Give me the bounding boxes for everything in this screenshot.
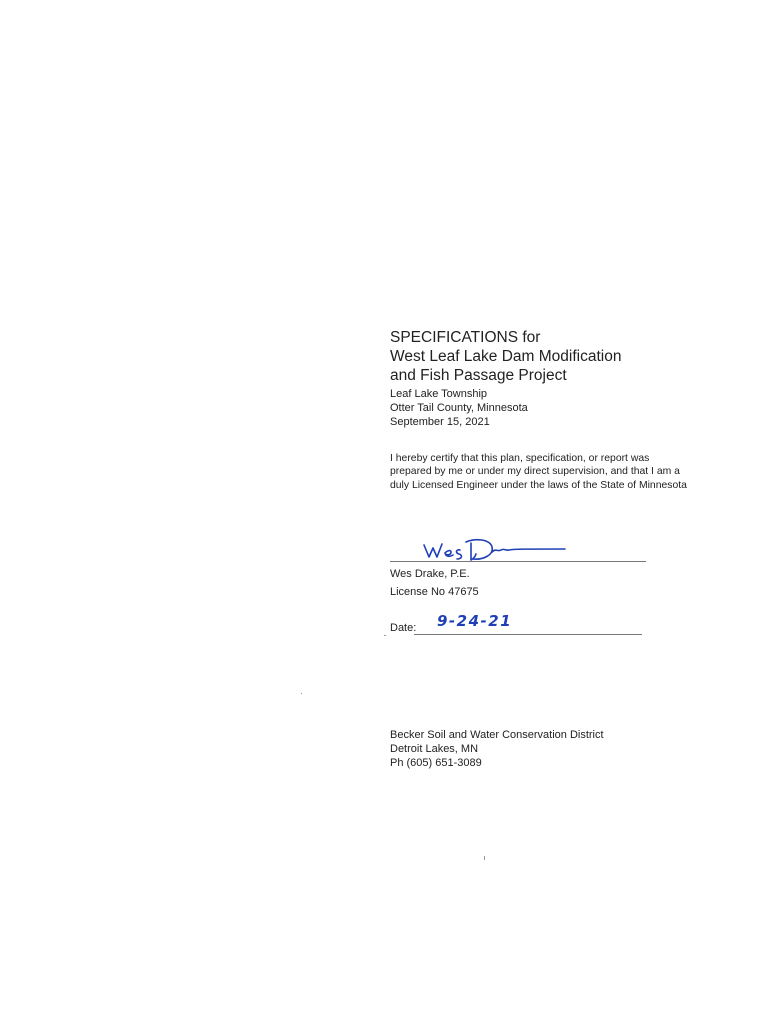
handwritten-signature (420, 535, 570, 567)
title-block (390, 328, 720, 429)
scan-speck (384, 635, 386, 636)
date-line (414, 634, 642, 635)
signature-line (390, 561, 646, 562)
scan-speck (301, 693, 302, 694)
district-name: Becker Soil and Water Conservation District (390, 729, 604, 741)
handwritten-date: 9-24-21 (437, 612, 513, 630)
document-date: September 15, 2021 (390, 416, 490, 428)
license-number: License No 47675 (390, 586, 479, 598)
certification-statement: I hereby certify that this plan, specification, or report was prepared by me or under my direct supervision, and that I am a duly Licensed Engineer under the laws of the State of Minnesota (390, 453, 687, 491)
title-line-3: and Fish Passage Project (390, 367, 567, 384)
township: Leaf Lake Township (390, 388, 488, 400)
district-city: Detroit Lakes, MN (390, 743, 479, 755)
date-label: Date: (390, 622, 417, 634)
scan-speck (484, 856, 485, 860)
district-phone: Ph (605) 651-3089 (390, 757, 482, 769)
title-line-1: SPECIFICATIONS for (390, 329, 541, 346)
county: Otter Tail County, Minnesota (390, 402, 528, 414)
district-block (390, 728, 650, 770)
engineer-name: Wes Drake, P.E. (390, 568, 470, 580)
location-block (390, 387, 720, 429)
title-line-2: West Leaf Lake Dam Modification (390, 348, 622, 365)
